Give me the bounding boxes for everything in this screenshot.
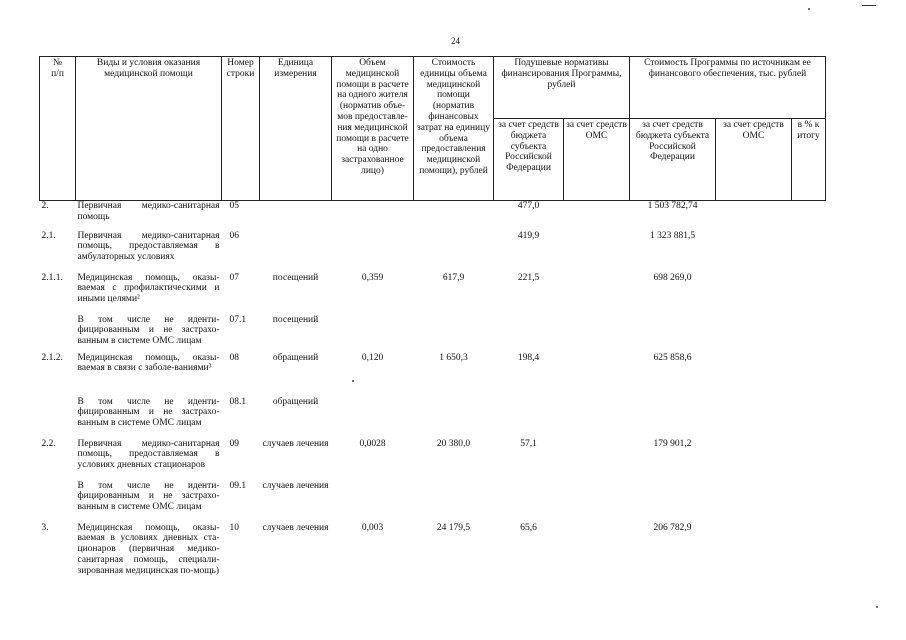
row-prog-budget: 625 858,6 xyxy=(653,352,692,363)
row-code: 10 xyxy=(229,522,239,533)
row-unit: посещений xyxy=(272,314,319,325)
row-cost: 617,9 xyxy=(442,272,465,283)
row-volume xyxy=(332,315,414,353)
row-cost: 24 179,5 xyxy=(436,522,471,533)
row-volume: 0,120 xyxy=(361,352,384,363)
page-number: 24 xyxy=(451,36,460,46)
row-unit xyxy=(260,231,332,273)
row-pct xyxy=(792,397,826,439)
row-name: Медицинская помощь, оказы-ваемая в условиях дневных ста-ционаров (первичная медико-санитарная помощь, специали-зированная медицинская по-мощь) xyxy=(77,522,220,576)
row-volume xyxy=(332,397,414,439)
header-per-capita-budget: за счет средств бюджета субъекта Российской Федерации xyxy=(494,119,564,201)
row-pct xyxy=(792,481,826,523)
row-pct xyxy=(792,523,826,603)
row-cost: 20 380,0 xyxy=(436,438,471,449)
row-num: 2.2. xyxy=(41,438,56,449)
row-pct xyxy=(792,231,826,273)
row-unit xyxy=(260,201,332,231)
table-row xyxy=(40,397,826,439)
row-cost xyxy=(414,397,494,439)
row-num xyxy=(40,315,76,353)
row-volume xyxy=(332,481,414,523)
row-name: Первичная медико-санитарная помощь, предоставляемая в условиях дневных стационаров xyxy=(77,438,220,471)
row-pct xyxy=(792,353,826,397)
row-num: 2.1.2. xyxy=(41,352,63,363)
row-name: В том числе не иденти-фицированным и не застрахо-ванным в системе ОМС лицам xyxy=(77,314,220,347)
header-program-cost-group: Стоимость Программы по источникам ее финансового обеспечения, тыс. рублей xyxy=(630,57,826,119)
row-cost xyxy=(414,201,494,231)
row-prog-budget xyxy=(630,397,716,439)
row-cost xyxy=(414,231,494,273)
table-row xyxy=(40,201,826,231)
table-row xyxy=(40,315,826,353)
table-header xyxy=(40,57,826,201)
row-pc-oms xyxy=(564,231,630,273)
row-prog-budget: 179 901,2 xyxy=(653,438,692,449)
row-name: Медицинская помощь, оказы-ваемая с профилактическими и иными целями² xyxy=(77,272,220,305)
row-volume: 0,359 xyxy=(361,272,384,283)
row-cost xyxy=(414,481,494,523)
table-row xyxy=(40,353,826,397)
scan-speck xyxy=(808,8,810,10)
row-pc-budget xyxy=(494,397,564,439)
header-program-budget: за счет средств бюджета субъекта Российской Федерации xyxy=(630,119,716,201)
row-name: В том числе не иденти-фицированным и не застрахо-ванным в системе ОМС лицам xyxy=(77,396,220,429)
row-code: 07 xyxy=(229,272,239,283)
row-pc-oms xyxy=(564,397,630,439)
scan-speck xyxy=(876,606,878,608)
row-pc-budget: 477,0 xyxy=(517,201,540,211)
row-prog-oms xyxy=(716,273,792,315)
row-prog-oms xyxy=(716,231,792,273)
table-row xyxy=(40,523,826,603)
row-pc-budget xyxy=(494,315,564,353)
row-num: 2.1.1. xyxy=(41,272,63,283)
row-prog-oms xyxy=(716,353,792,397)
header-volume: Объем медицинской помощи в расчете на одного жителя (норматив объе-мов предоставле-ния медицинской помощи в расчете на одно застрахованное лицо) xyxy=(332,57,414,201)
row-pc-oms xyxy=(564,353,630,397)
row-unit: случаев лечения xyxy=(262,480,329,491)
row-prog-oms xyxy=(716,201,792,231)
row-pc-budget xyxy=(494,481,564,523)
header-row-number: Номер строки xyxy=(222,57,260,201)
row-pc-budget: 419,9 xyxy=(517,230,540,241)
row-pc-budget: 198,4 xyxy=(517,352,540,363)
row-name: Первичная медико-санитарная помощь, предоставляемая в амбулаторных условиях xyxy=(77,230,220,263)
row-num: 2. xyxy=(41,201,49,211)
row-pc-oms xyxy=(564,201,630,231)
row-prog-budget xyxy=(630,315,716,353)
row-code: 05 xyxy=(229,201,239,211)
table-row xyxy=(40,273,826,315)
table-row xyxy=(40,231,826,273)
row-volume: 0,0028 xyxy=(359,438,386,449)
header-kind: Виды и условия оказания медицинской помощи xyxy=(76,57,222,201)
row-name: В том числе не иденти-фицированным и не застрахо-ванным в системе ОМС лицам xyxy=(77,480,220,513)
row-code: 08 xyxy=(229,352,239,363)
row-unit: случаев лечения xyxy=(262,438,329,449)
row-prog-budget: 206 782,9 xyxy=(653,522,692,533)
header-unit: Единица измерения xyxy=(260,57,332,201)
row-unit: обращений xyxy=(272,352,319,363)
row-pc-budget: 57,1 xyxy=(520,438,537,449)
row-name: Первичная медико-санитарная помощь xyxy=(77,201,220,222)
row-pc-budget: 221,5 xyxy=(517,272,540,283)
row-code: 07.1 xyxy=(229,314,247,325)
header-program-oms: за счет средств ОМС xyxy=(716,119,792,201)
row-prog-budget xyxy=(630,481,716,523)
header-cost: Стоимость единицы объема медицинской помощи (норматив финансовых затрат на единицу объема предоставления медицинской помощи), рублей xyxy=(414,57,494,201)
row-pc-budget: 65,6 xyxy=(520,522,537,533)
row-volume xyxy=(332,231,414,273)
row-pct xyxy=(792,273,826,315)
row-num xyxy=(40,397,76,439)
top-edge-mark xyxy=(862,5,876,6)
row-code: 09.1 xyxy=(229,480,247,491)
header-per-capita-group: Подушевые нормативы финансирования Программы, рублей xyxy=(494,57,630,119)
row-pc-oms xyxy=(564,439,630,481)
row-prog-oms xyxy=(716,439,792,481)
row-num: 2.1. xyxy=(41,230,56,241)
row-cost: 1 650,3 xyxy=(439,352,468,363)
row-pct xyxy=(792,315,826,353)
row-prog-oms xyxy=(716,481,792,523)
row-volume xyxy=(332,201,414,231)
row-prog-oms xyxy=(716,315,792,353)
table-row xyxy=(40,481,826,523)
row-unit: случаев лечения xyxy=(262,522,329,533)
row-prog-budget: 1 503 782,74 xyxy=(647,201,698,211)
header-program-pct: в % к итогу xyxy=(792,119,826,201)
row-unit: посещений xyxy=(272,272,319,283)
row-pct xyxy=(792,201,826,231)
row-prog-oms xyxy=(716,523,792,603)
header-per-capita-oms: за счет средств ОМС xyxy=(564,119,630,201)
row-num: 3. xyxy=(41,522,49,533)
financing-table xyxy=(39,56,826,603)
row-pc-oms xyxy=(564,315,630,353)
row-num xyxy=(40,481,76,523)
row-prog-oms xyxy=(716,397,792,439)
row-name: Медицинская помощь, оказы-ваемая в связи с заболе-ваниями³ xyxy=(77,352,220,374)
row-pc-oms xyxy=(564,273,630,315)
table-body xyxy=(40,201,826,603)
row-prog-budget: 698 269,0 xyxy=(653,272,692,283)
row-code: 09 xyxy=(229,438,239,449)
row-prog-budget: 1 323 881,5 xyxy=(649,230,696,241)
table-row xyxy=(40,439,826,481)
row-unit: обращений xyxy=(272,396,319,407)
row-volume: 0,003 xyxy=(361,522,384,533)
row-cost xyxy=(414,315,494,353)
row-code: 06 xyxy=(229,230,239,241)
row-code: 08.1 xyxy=(229,396,247,407)
row-pct xyxy=(792,439,826,481)
row-pc-oms xyxy=(564,481,630,523)
row-pc-oms xyxy=(564,523,630,603)
header-num: № п/п xyxy=(40,57,76,201)
